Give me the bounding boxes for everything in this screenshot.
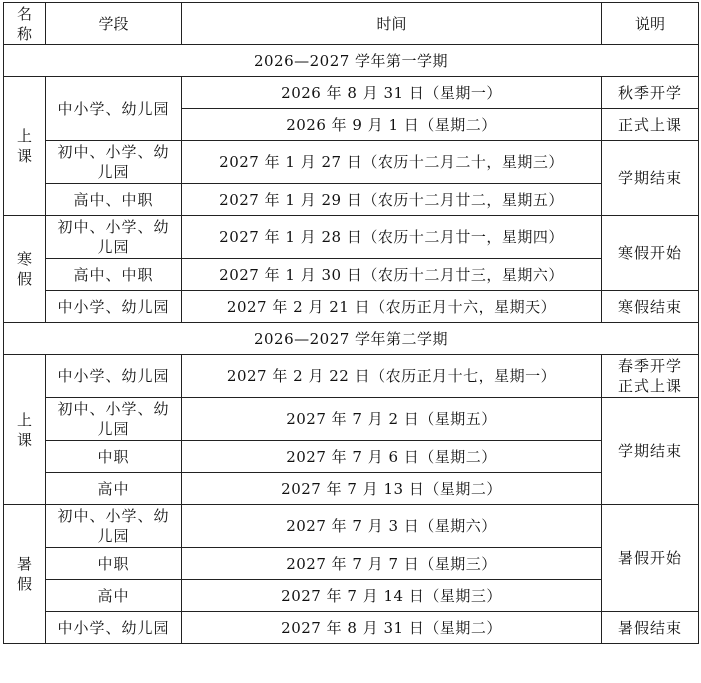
table-row <box>4 355 699 398</box>
header-time: 时间 <box>182 3 602 45</box>
table-row <box>4 580 699 612</box>
table-row <box>4 473 699 505</box>
school-calendar-table <box>3 2 699 644</box>
term-row <box>4 323 699 355</box>
term-title: 2026—2027 学年第二学期 <box>4 323 699 355</box>
time-cell: 2027 年 1 月 27 日（农历十二月二十，星期三） <box>182 141 602 184</box>
stage-cell: 中小学、幼儿园 <box>46 355 182 398</box>
stage-cell: 高中、中职 <box>46 259 182 291</box>
time-cell: 2027 年 7 月 3 日（星期六） <box>182 505 602 548</box>
header-stage: 学段 <box>46 3 182 45</box>
stage-cell: 中职 <box>46 441 182 473</box>
stage-cell: 初中、小学、幼儿园 <box>46 505 182 548</box>
note-cell: 寒假结束 <box>602 291 699 323</box>
term-row <box>4 45 699 77</box>
stage-cell: 中小学、幼儿园 <box>46 612 182 644</box>
table-row <box>4 441 699 473</box>
stage-cell: 中小学、幼儿园 <box>46 77 182 141</box>
note-cell: 学期结束 <box>602 141 699 216</box>
note-cell: 秋季开学 <box>602 77 699 109</box>
stage-cell: 高中、中职 <box>46 184 182 216</box>
time-cell: 2027 年 1 月 28 日（农历十二月廿一，星期四） <box>182 216 602 259</box>
stage-cell: 高中 <box>46 580 182 612</box>
time-cell: 2027 年 7 月 6 日（星期二） <box>182 441 602 473</box>
time-cell: 2026 年 9 月 1 日（星期二） <box>182 109 602 141</box>
stage-cell: 中小学、幼儿园 <box>46 291 182 323</box>
header-name: 名称 <box>4 3 46 45</box>
note-cell: 寒假开始 <box>602 216 699 291</box>
time-cell: 2027 年 1 月 30 日（农历十二月廿三，星期六） <box>182 259 602 291</box>
table-row <box>4 505 699 548</box>
table-row <box>4 259 699 291</box>
header-note: 说明 <box>602 3 699 45</box>
note-cell: 学期结束 <box>602 398 699 505</box>
table-row <box>4 398 699 441</box>
table-row <box>4 216 699 259</box>
stage-cell: 高中 <box>46 473 182 505</box>
stage-cell: 初中、小学、幼儿园 <box>46 398 182 441</box>
time-cell: 2027 年 2 月 22 日（农历正月十七，星期一） <box>182 355 602 398</box>
table-row <box>4 141 699 184</box>
time-cell: 2027 年 7 月 2 日（星期五） <box>182 398 602 441</box>
stage-cell: 初中、小学、幼儿园 <box>46 141 182 184</box>
time-cell: 2027 年 7 月 14 日（星期三） <box>182 580 602 612</box>
note-cell: 暑假开始 <box>602 505 699 612</box>
table-row <box>4 612 699 644</box>
time-cell: 2026 年 8 月 31 日（星期一） <box>182 77 602 109</box>
time-cell: 2027 年 7 月 7 日（星期三） <box>182 548 602 580</box>
note-cell: 正式上课 <box>602 109 699 141</box>
time-cell: 2027 年 7 月 13 日（星期二） <box>182 473 602 505</box>
header-row <box>4 3 699 45</box>
table-row <box>4 184 699 216</box>
stage-cell: 初中、小学、幼儿园 <box>46 216 182 259</box>
group-name: 暑假 <box>4 505 46 644</box>
time-cell: 2027 年 2 月 21 日（农历正月十六，星期天） <box>182 291 602 323</box>
group-name: 寒假 <box>4 216 46 323</box>
group-name: 上课 <box>4 355 46 505</box>
term-title: 2026—2027 学年第一学期 <box>4 45 699 77</box>
time-cell: 2027 年 8 月 31 日（星期二） <box>182 612 602 644</box>
note-cell: 春季开学正式上课 <box>602 355 699 398</box>
table-row <box>4 77 699 109</box>
group-name: 上课 <box>4 77 46 216</box>
time-cell: 2027 年 1 月 29 日（农历十二月廿二，星期五） <box>182 184 602 216</box>
stage-cell: 中职 <box>46 548 182 580</box>
table-row <box>4 291 699 323</box>
table-row <box>4 548 699 580</box>
note-cell: 暑假结束 <box>602 612 699 644</box>
